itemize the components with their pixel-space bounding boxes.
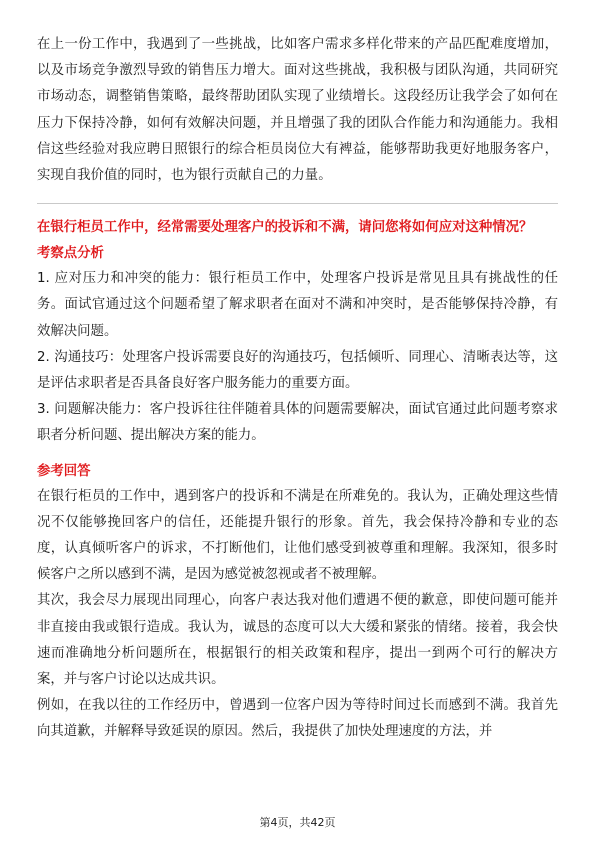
answer-heading: 参考回答 xyxy=(37,463,91,479)
answer-paragraph-3: 例如，在我以往的工作经历中，曾遇到一位客户因为等待时间过长而感到不满。我首先向其道歉，并解释导致延误的原因。然后，我提供了加快处理速度的方法，并 xyxy=(37,698,558,740)
analysis-item-3: 3. 问题解决能力：客户投诉往往伴随着具体的问题需要解决，面试官通过此问题考察求职者分析问题、提出解决方案的能力。 xyxy=(37,402,558,444)
intro-paragraph: 在上一份工作中，我遇到了一些挑战，比如客户需求多样化带来的产品匹配难度增加，以及市场竞争激烈导致的销售压力增大。面对这些挑战，我积极与团队沟通，共同研究市场动态，调整销售策略，最终帮助团队实现了业绩增长。这段经历让我学会了如何在压力下保持冷静，如何有效解决问题，并且增强了我的团队合作能力和沟通能力。我相信这些经验对我应聘日照银行的综合柜员岗位大有裨益，能够帮助我更好地服务客户，实现自我价值的同时，也为银行贡献自己的力量。 xyxy=(37,37,558,184)
page-number: 第4页，共42页 xyxy=(259,816,336,829)
analysis-item-2: 2. 沟通技巧：处理客户投诉需要良好的沟通技巧，包括倾听、同理心、清晰表达等，这是评估求职者是否具备良好客户服务能力的重要方面。 xyxy=(37,349,558,392)
analysis-heading: 考察点分析 xyxy=(37,246,104,262)
section-spacer xyxy=(37,450,558,458)
page-content xyxy=(37,32,558,746)
analysis-item-1: 1. 应对压力和冲突的能力：银行柜员工作中，处理客户投诉是常见且具有挑战性的任务。面试官通过这个问题希望了解求职者在面对不满和冲突时，是否能够保持冷静，有效解决问题。 xyxy=(37,271,558,339)
interview-question: 在银行柜员工作中，经常需要处理客户的投诉和不满，请问您将如何应对这种情况？ xyxy=(37,220,533,236)
answer-paragraph-2: 其次，我会尽力展现出同理心，向客户表达我对他们遭遇不便的歉意，即使问题可能并非直接由我或银行造成。我认为，诚恳的态度可以大大缓和紧张的情绪。接着，我会快速而准确地分析问题所在，根据银行的相关政策和程序，提出一到两个可行的解决方案，并与客户讨论以达成共识。 xyxy=(37,593,558,688)
answer-paragraph-1: 在银行柜员的工作中，遇到客户的投诉和不满是在所难免的。我认为，正确处理这些情况不仅能够挽回客户的信任，还能提升银行的形象。首先，我会保持冷静和专业的态度，认真倾听客户的诉求，不打断他们，让他们感受到被尊重和理解。我深知，很多时候客户之所以感到不满，是因为感觉被忽视或者不被理解。 xyxy=(37,488,558,583)
section-divider xyxy=(37,203,558,204)
